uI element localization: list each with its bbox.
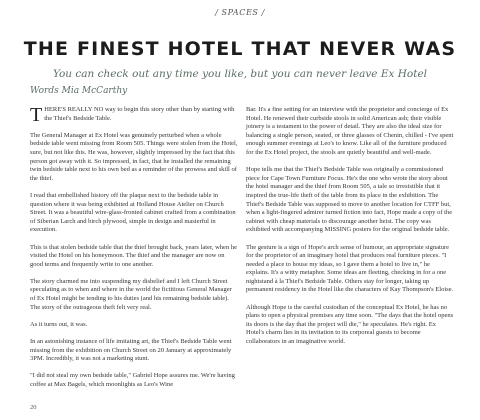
paragraph: The story charmed me into suspending my disbelief and I left Church Street speculating as to when and where in the world the fictitious General Manager of Ex Hotel might be tending to his duties (and his remaining bedside table). The story of the outrageous theft felt very real. <box>30 277 232 311</box>
byline: Words Mia McCarthy <box>30 86 128 96</box>
paragraph: Although Hope is the careful custodian of the conceptual Ex Hotel, he has no plans to open a physical premises any time soon. "The days that the hotel opens its doors is the day that the project will die," he speculates. He's right. Ex Hotel's charm lies in its invitation to its corporeal guests to become collaborators in an imaginative world. <box>246 303 454 346</box>
paragraph: "I did not steal my own bedside table," Gabriel Hope assures me. We're having coffee at Max Bagels, which moonlights as Leo's Wine <box>30 372 235 388</box>
paragraph: The gesture is a sign of Hope's arch sense of humour, an appropriate signature for the proprietor of an imaginary hotel that produces real furniture pieces. "I needed a place to house my ideas, so I gave them a hotel to live in," he explains. It's a witty metaphor. Some ideas are fleeting, checking in for a one nightstand à la Thief's Bedside Table. Others stay for longer, taking up permanent residency in the Hotel like the characters of Kay Thompson's Eloise. <box>246 243 454 294</box>
paragraph-text: HERE'S REALLY NO way to begin this story other than by starting with the Thief's Bedside Table. <box>44 106 235 122</box>
paragraph: Hope tells me that the Thief's Bedside Table was originally a commissioned piece for Cape Town Furniture Focus. He's the one who wrote the story about the hotel manager and the thief from Room 505, a tale so irresistible that it inspired the true-life theft of the table from its place in the exhibition. The Thief's Bedside Table was supposed to move to another location for CTFF but, when a light-fingered admirer turned fiction into fact, Hope made a copy of the cabinet with cheap materials to discourage another heist. The copy was exhibited with accompanying MISSING posters for the original bedside table. <box>246 166 453 234</box>
paragraph: In an astonishing instance of life imitating art, the Thief's Bedside Table went missing from the exhibition on Church Street on 20 January at approximately 3PM. Incredibly, it was not a marketing stunt. <box>30 338 232 363</box>
drop-cap: T <box>30 104 43 126</box>
paragraph: The General Manager at Ex Hotel was genuinely perturbed when a whole bedside table went missing from Room 505. Things were stolen from the Hotel, sure, but not like this. He was, however, slightly impressed by the fact that this person got away with it. So impressed, in fact, that he installed the remaining twin bedside table next to his own bed as a reminder of the prowess and skill of the thief. <box>30 131 238 182</box>
article-column-left <box>30 106 238 398</box>
page-number: 20 <box>30 404 37 411</box>
article-column-right <box>246 106 454 355</box>
paragraph: This is that stolen bedside table that the thief brought back, years later, when he visited the Hotel on his honeymoon. The thief and the manager are now on good terms and frequently write to one another. <box>30 243 237 268</box>
paragraph: Bar. It's a fine setting for an interview with the proprietor and concierge of Ex Hotel. He renewed their curbside stools in solid American ash; their visible joinery is a testament to the power of detail. They are also the ideal size for balancing a single person, seated, or three glasses of Chenin, chilled - I've spent enough summer evenings at Leo's to know. Like all of the furniture produced for the Ex Hotel project, the stools are quietly beautiful and well-made. <box>246 106 454 156</box>
section-label: / SPACES / <box>215 8 265 17</box>
paragraph: As it turns out, it was. <box>30 320 88 328</box>
paragraph: I read that embellished history off the plaque next to the bedside table in question where it was being exhibited at Holland House Atelier on Church Street. It was a beautiful wire-glass-fronted cabinet crafted from a combination of Siberian Larch and birch plywood, simple in design and masterful in execution. <box>30 191 236 234</box>
subtitle: You can check out any time you like, but you can never leave Ex Hotel <box>52 68 428 80</box>
paragraph <box>30 104 238 126</box>
page-title: THE FINEST HOTEL THAT NEVER WAS <box>23 38 457 60</box>
